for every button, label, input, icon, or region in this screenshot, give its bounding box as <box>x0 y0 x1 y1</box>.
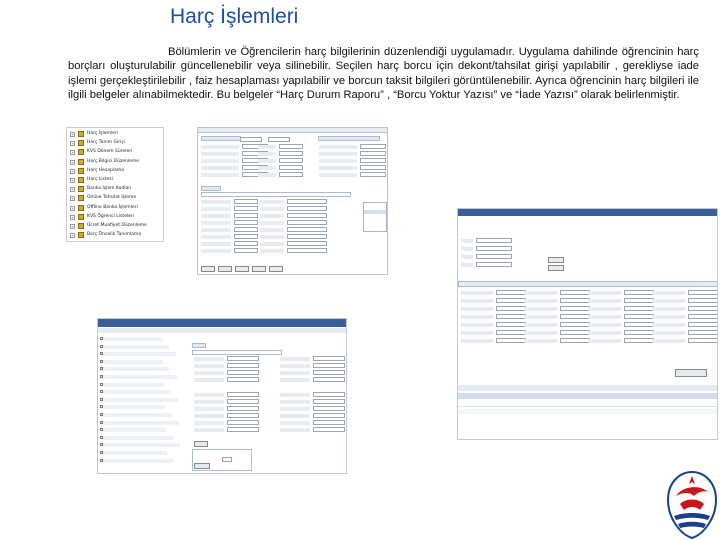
input-field[interactable] <box>360 172 386 177</box>
field-label <box>194 407 224 411</box>
tree-item-label: Offline Banka İşlemleri <box>87 204 138 210</box>
list-item[interactable] <box>102 398 178 402</box>
field-label <box>653 291 685 295</box>
list-item[interactable] <box>102 405 165 409</box>
input-field[interactable] <box>227 420 259 425</box>
expand-icon[interactable]: + <box>71 205 74 211</box>
slide-title: Harç İşlemleri <box>170 5 299 28</box>
tree-item[interactable] <box>70 167 162 176</box>
input-field[interactable] <box>560 298 590 303</box>
form-section-header <box>318 136 380 141</box>
list-item[interactable] <box>102 451 167 455</box>
field-label <box>194 400 224 404</box>
expand-icon[interactable]: + <box>71 150 74 156</box>
field-label <box>461 291 493 295</box>
field-label <box>461 339 493 343</box>
input-field[interactable] <box>496 322 526 327</box>
field-label <box>258 159 276 163</box>
tree-item[interactable] <box>70 185 162 194</box>
panel-toolbar <box>98 328 347 333</box>
field-label <box>653 299 685 303</box>
tree-item-label: Harç Tanım Girişi <box>87 140 125 146</box>
field-label <box>461 315 493 319</box>
input-field[interactable] <box>624 290 654 295</box>
input-field[interactable] <box>234 241 258 246</box>
slide-description-text: Bölümlerin ve Öğrencilerin harç bilgilerinin düzenlendiği uygulamadır. Uygulama dahilinde öğrencinin harç borçları oluşturulabilir güncellenebilir veya silinebilir. Seçilen harç borcu için dekont/tahsilat girişi yapılabilir , gerekliyse iade işlemi gerçekleştirilebilir , faiz hesaplaması yapılabilir ve borcun taksit bilgileri görüntülenebilir. Ayrıca öğrencinin harç bilgileri ile ilgili belgeler alınabilmektedir. Bu belgeler “Harç Durum Raporu” , “Borcu Yoktur Yazısı” ve “İade Yazısı” olarak belirlenmiştir. <box>68 46 699 101</box>
input-field[interactable] <box>688 314 718 319</box>
input-field[interactable] <box>227 356 259 361</box>
field-label <box>589 331 621 335</box>
folder-icon <box>78 140 84 146</box>
checkbox-icon[interactable] <box>100 405 103 408</box>
list-item[interactable] <box>102 436 173 440</box>
input-field[interactable] <box>313 370 345 375</box>
input-field[interactable] <box>234 213 258 218</box>
folder-icon <box>78 149 84 155</box>
input-field[interactable] <box>560 290 590 295</box>
side-list-selected-row[interactable] <box>364 210 386 214</box>
field-label <box>653 339 685 343</box>
form-section-header <box>201 136 241 141</box>
tree-item[interactable] <box>70 176 162 185</box>
folder-icon <box>78 159 84 165</box>
field-label <box>260 221 284 225</box>
input-field[interactable] <box>688 330 718 335</box>
field-label <box>280 393 310 397</box>
field-label <box>201 207 231 211</box>
expand-icon[interactable]: + <box>71 214 74 220</box>
field-label <box>319 173 357 177</box>
side-list[interactable] <box>363 202 387 232</box>
field-label <box>319 166 357 170</box>
field-label <box>589 291 621 295</box>
checkbox-icon[interactable] <box>100 459 103 462</box>
list-item[interactable] <box>102 383 164 387</box>
expand-icon[interactable]: + <box>71 159 74 165</box>
input-field[interactable] <box>496 330 526 335</box>
input-field[interactable] <box>287 199 327 204</box>
field-label <box>461 331 493 335</box>
field-label <box>589 315 621 319</box>
field-label <box>280 428 310 432</box>
input-field[interactable] <box>313 392 345 397</box>
form-button[interactable] <box>235 266 249 272</box>
form-section-header <box>201 186 221 191</box>
tree-item-label: Borç Öncelik Tanımlama <box>87 232 142 238</box>
input-field[interactable] <box>624 322 654 327</box>
list-item[interactable] <box>102 390 171 394</box>
form-field[interactable] <box>268 137 290 142</box>
grid-row[interactable] <box>458 402 718 407</box>
input-field[interactable] <box>476 238 512 243</box>
input-field[interactable] <box>313 363 345 368</box>
input-field[interactable] <box>560 306 590 311</box>
input-field[interactable] <box>287 227 327 232</box>
panel-button[interactable] <box>548 265 564 271</box>
input-field[interactable] <box>360 144 386 149</box>
field-label <box>194 414 224 418</box>
field-label <box>258 166 276 170</box>
field-label <box>525 339 557 343</box>
field-label <box>461 323 493 327</box>
field-label <box>525 299 557 303</box>
input-field[interactable] <box>227 406 259 411</box>
field-label <box>201 166 239 170</box>
input-field[interactable] <box>624 298 654 303</box>
input-field[interactable] <box>360 165 386 170</box>
form-button[interactable] <box>194 463 210 469</box>
form-section-header <box>192 343 206 348</box>
form-button[interactable] <box>218 266 232 272</box>
list-item[interactable] <box>102 428 166 432</box>
input-field[interactable] <box>279 165 303 170</box>
field-label <box>201 242 231 246</box>
expand-icon[interactable]: + <box>71 224 74 229</box>
field-label <box>653 315 685 319</box>
input-field[interactable] <box>496 298 526 303</box>
checkbox-icon[interactable] <box>100 390 103 393</box>
checkbox-icon[interactable] <box>100 436 103 439</box>
input-field[interactable] <box>287 206 327 211</box>
field-label <box>194 393 224 397</box>
grid-row[interactable] <box>458 409 718 414</box>
input-field[interactable] <box>313 427 345 432</box>
tree-item[interactable] <box>70 213 162 222</box>
input-field[interactable] <box>624 330 654 335</box>
tree-item-label: Ücret Muafiyet Düzenleme <box>87 223 147 228</box>
input-field[interactable] <box>560 322 590 327</box>
field-label <box>461 239 473 243</box>
field-label <box>260 235 284 239</box>
checkbox-icon[interactable] <box>100 360 103 363</box>
checkbox-icon[interactable] <box>100 451 103 454</box>
folder-icon <box>78 131 84 137</box>
input-field[interactable] <box>227 399 259 404</box>
checkbox-icon[interactable] <box>100 413 103 416</box>
field-label <box>319 159 357 163</box>
folder-icon <box>78 223 84 229</box>
list-item[interactable] <box>102 337 162 341</box>
expand-icon[interactable]: + <box>71 233 74 239</box>
field-label <box>201 145 239 149</box>
input-field[interactable] <box>227 427 259 432</box>
input-field[interactable] <box>688 298 718 303</box>
field-label <box>461 307 493 311</box>
input-field[interactable] <box>313 356 345 361</box>
list-item[interactable] <box>102 421 179 425</box>
field-label <box>653 307 685 311</box>
input-field[interactable] <box>688 338 718 343</box>
field-label <box>653 323 685 327</box>
field-label <box>319 145 357 149</box>
input-field[interactable] <box>279 158 303 163</box>
field-label <box>280 400 310 404</box>
field-label <box>280 364 310 368</box>
input-field[interactable] <box>287 220 327 225</box>
input-field[interactable] <box>234 220 258 225</box>
form-field[interactable] <box>240 137 262 142</box>
field-label <box>280 357 310 361</box>
field-label <box>280 414 310 418</box>
field-label <box>258 173 276 177</box>
input-field[interactable] <box>496 338 526 343</box>
input-field[interactable] <box>227 413 259 418</box>
expand-icon[interactable]: + <box>71 141 74 147</box>
tree-item[interactable] <box>70 194 162 203</box>
input-field[interactable] <box>496 290 526 295</box>
list-item[interactable] <box>102 375 177 379</box>
field-label <box>525 307 557 311</box>
folder-icon <box>78 205 84 211</box>
slide-description <box>68 45 699 102</box>
input-field[interactable] <box>279 172 303 177</box>
field-label <box>201 235 231 239</box>
folder-icon <box>78 232 84 238</box>
field-label <box>589 299 621 303</box>
input-field[interactable] <box>688 322 718 327</box>
checkbox-icon[interactable] <box>100 383 103 386</box>
input-field[interactable] <box>227 363 259 368</box>
field-label <box>525 323 557 327</box>
folder-icon <box>78 168 84 174</box>
field-label <box>280 421 310 425</box>
input-field[interactable] <box>227 370 259 375</box>
tree-item-label: Harç Listesi <box>87 177 114 182</box>
field-label <box>194 364 224 368</box>
checkbox-icon[interactable] <box>100 443 103 446</box>
university-logo <box>664 470 720 540</box>
input-field[interactable] <box>560 330 590 335</box>
field-label <box>280 407 310 411</box>
field-label <box>461 299 493 303</box>
tree-item[interactable] <box>70 158 162 167</box>
input-field[interactable] <box>496 306 526 311</box>
field-label <box>280 371 310 375</box>
field-label <box>589 339 621 343</box>
tree-item-label: Harç Bilgisi Düzenleme <box>87 158 139 164</box>
expand-icon[interactable]: + <box>71 187 74 193</box>
checkbox-icon[interactable] <box>100 398 103 401</box>
field-label <box>194 421 224 425</box>
checkbox-icon[interactable] <box>100 337 103 340</box>
field-label <box>589 323 621 327</box>
field-label <box>525 331 557 335</box>
input-field[interactable] <box>287 241 327 246</box>
panel-subheader <box>458 281 718 287</box>
field-label <box>525 315 557 319</box>
expand-icon[interactable]: + <box>71 168 74 174</box>
field-label <box>258 152 276 156</box>
input-field[interactable] <box>560 338 590 343</box>
list-item[interactable] <box>102 367 170 371</box>
field-label <box>461 263 473 267</box>
folder-icon <box>78 195 84 201</box>
field-label <box>194 371 224 375</box>
form-button[interactable] <box>194 441 208 447</box>
list-item[interactable] <box>102 413 172 417</box>
folder-icon <box>78 186 84 192</box>
tahsilat-screenshot <box>457 208 718 440</box>
form-button[interactable] <box>269 266 283 272</box>
field-label <box>194 378 224 382</box>
checkbox-icon[interactable] <box>100 421 103 424</box>
field-label <box>260 249 284 253</box>
field-label <box>461 255 473 259</box>
input-field[interactable] <box>279 144 303 149</box>
expand-icon[interactable]: + <box>71 178 74 183</box>
tree-item[interactable] <box>70 139 162 148</box>
field-label <box>201 249 231 253</box>
input-field[interactable] <box>476 254 512 259</box>
input-field[interactable] <box>227 377 259 382</box>
input-field[interactable] <box>476 246 512 251</box>
field-label <box>194 357 224 361</box>
tree-item-label: Online Tahsilat İşleme <box>87 195 137 201</box>
input-field[interactable] <box>234 199 258 204</box>
input-field[interactable] <box>313 399 345 404</box>
folder-icon <box>78 214 84 220</box>
field-label <box>201 214 231 218</box>
panel-button[interactable] <box>548 257 564 263</box>
tree-item[interactable] <box>70 148 162 157</box>
input-field[interactable] <box>313 420 345 425</box>
form-section-header <box>201 192 351 197</box>
form-toolbar <box>198 128 387 133</box>
checkbox-icon[interactable] <box>100 352 103 355</box>
checkbox-icon[interactable] <box>100 428 103 431</box>
tree-item[interactable] <box>70 130 162 139</box>
field-label <box>589 307 621 311</box>
folder-icon <box>78 177 84 183</box>
tree-item[interactable] <box>70 222 162 231</box>
tree-menu-screenshot <box>66 127 164 242</box>
field-label <box>201 228 231 232</box>
panel-header <box>98 319 346 327</box>
input-field[interactable] <box>279 151 303 156</box>
field-label <box>260 207 284 211</box>
grid-toolbar <box>458 385 718 391</box>
field-label <box>201 152 239 156</box>
field-label <box>319 152 357 156</box>
form-button[interactable] <box>252 266 266 272</box>
checkbox-icon[interactable] <box>100 367 103 370</box>
input-field[interactable] <box>234 227 258 232</box>
tree-item-label: Harç İşlemleri <box>87 131 118 136</box>
list-item[interactable] <box>102 459 174 463</box>
input-field[interactable] <box>313 413 345 418</box>
expand-icon[interactable]: + <box>71 132 74 137</box>
field-label <box>280 378 310 382</box>
input-field[interactable] <box>624 314 654 319</box>
field-label <box>194 428 224 432</box>
input-field[interactable] <box>496 314 526 319</box>
harc-list-screenshot <box>97 318 347 474</box>
checkbox-icon[interactable] <box>100 375 103 378</box>
input-field[interactable] <box>688 290 718 295</box>
form-button[interactable] <box>201 266 215 272</box>
harc-form-screenshot <box>197 127 388 275</box>
input-field[interactable] <box>227 392 259 397</box>
list-item[interactable] <box>102 345 169 349</box>
save-button[interactable] <box>675 369 707 377</box>
input-field[interactable] <box>313 406 345 411</box>
input-field[interactable] <box>234 248 258 253</box>
field-label <box>260 242 284 246</box>
field-label <box>201 159 239 163</box>
expand-icon[interactable]: + <box>71 196 74 202</box>
field-label <box>201 173 239 177</box>
list-item[interactable] <box>102 360 163 364</box>
input-field[interactable] <box>234 234 258 239</box>
list-item[interactable] <box>102 352 176 356</box>
form-section-header <box>192 350 282 355</box>
field-label <box>653 331 685 335</box>
tree-item[interactable] <box>70 204 162 213</box>
input-field[interactable] <box>287 234 327 239</box>
tree-item-label: KVS Dönem Süreleri <box>87 149 133 155</box>
field-label <box>258 145 276 149</box>
checkbox-icon[interactable] <box>100 345 103 348</box>
field-label <box>461 247 473 251</box>
input-field[interactable] <box>624 306 654 311</box>
field-label <box>260 228 284 232</box>
field-label <box>201 221 231 225</box>
tree-item-label: Banka İşlem Kodları <box>87 186 132 192</box>
tree-item-label: Harç Hesaplama <box>87 167 125 173</box>
list-item[interactable] <box>102 443 180 447</box>
panel-header <box>458 209 717 216</box>
tree-item-label: KVS Öğrenci Listeleri <box>87 213 134 219</box>
input-field[interactable] <box>560 314 590 319</box>
input-field[interactable] <box>360 151 386 156</box>
input-field[interactable] <box>287 213 327 218</box>
field-label <box>260 200 284 204</box>
input-field[interactable] <box>360 158 386 163</box>
input-field[interactable] <box>313 377 345 382</box>
field-label <box>201 200 231 204</box>
input-field[interactable] <box>287 248 327 253</box>
field-label <box>525 291 557 295</box>
input-field[interactable] <box>624 338 654 343</box>
input-field[interactable] <box>476 262 512 267</box>
input-field[interactable] <box>688 306 718 311</box>
form-field[interactable] <box>222 457 232 462</box>
input-field[interactable] <box>234 206 258 211</box>
grid-header <box>458 393 718 399</box>
tree-item[interactable] <box>70 231 162 240</box>
field-label <box>260 214 284 218</box>
